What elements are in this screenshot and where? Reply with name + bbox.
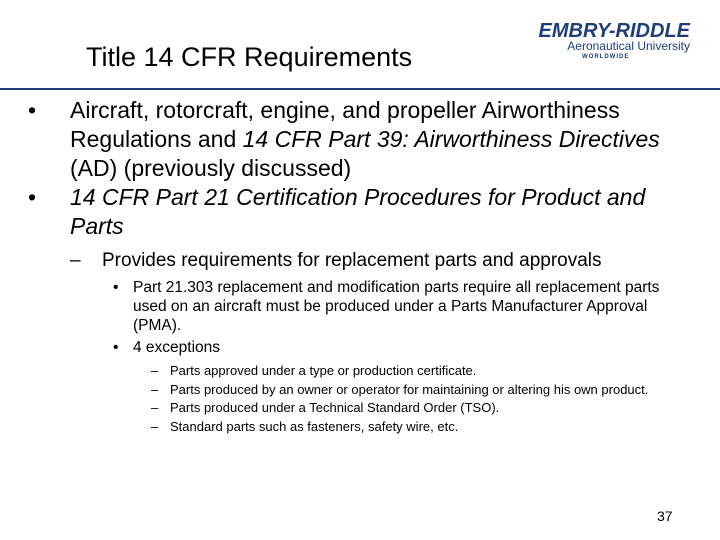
bullet-text: (AD) (previously discussed) xyxy=(70,155,352,181)
dash-icon: – xyxy=(151,418,159,434)
exception-text: Parts produced under a Technical Standard Order (TSO). xyxy=(170,400,500,415)
sub-bullet-item xyxy=(0,249,720,272)
exception-item xyxy=(0,399,720,418)
sub-bullet-text: Provides requirements for replacement parts and approvals xyxy=(102,250,602,271)
header-divider xyxy=(0,88,720,90)
exception-text: Standard parts such as fasteners, safety wire, etc. xyxy=(170,418,459,434)
logo-tagline: WORLDWIDE xyxy=(582,54,630,60)
bullet-dot-icon: • xyxy=(28,184,37,210)
bullet-text-italic: 14 CFR Part 39: Airworthiness Directives xyxy=(242,126,660,152)
bullet-dot-icon: • xyxy=(28,97,37,123)
bullet-item xyxy=(0,96,720,183)
nested-bullet-item xyxy=(0,278,720,335)
exception-item xyxy=(0,381,720,400)
nested-bullet-text: 4 exceptions xyxy=(133,339,221,356)
bullet-item xyxy=(0,183,720,241)
exception-item xyxy=(0,418,720,437)
dash-icon: – xyxy=(151,400,159,415)
university-logo xyxy=(526,20,690,66)
nested-bullet-item xyxy=(0,338,720,357)
dash-icon: – xyxy=(151,381,159,397)
page-number: 37 xyxy=(657,508,673,524)
exception-text: Parts produced by an owner or operator for maintaining or altering his own product. xyxy=(170,381,649,397)
exception-item xyxy=(0,362,720,381)
dash-icon: – xyxy=(151,363,159,378)
logo-wordmark: EMBRY-RIDDLE xyxy=(538,20,690,42)
dash-icon: – xyxy=(70,250,81,271)
slide-title: Title 14 CFR Requirements xyxy=(86,42,413,72)
nested-bullet-text: Part 21.303 replacement and modification parts require all replacement parts used on an aircraft must be produced under a Parts Manufacturer Approval (PMA). xyxy=(133,279,660,334)
bullet-text: Aircraft, rotorcraft, engine, and propeller Airworthiness Regulations and xyxy=(70,97,620,152)
bullet-dot-icon: • xyxy=(113,339,119,356)
bullet-text-italic: 14 CFR Part 21 Certification Procedures for Product and Parts xyxy=(70,184,646,239)
logo-subtitle: Aeronautical University xyxy=(567,39,690,53)
slide-body xyxy=(0,96,720,436)
exception-text: Parts approved under a type or production certificate. xyxy=(170,363,477,378)
bullet-dot-icon: • xyxy=(113,279,119,296)
